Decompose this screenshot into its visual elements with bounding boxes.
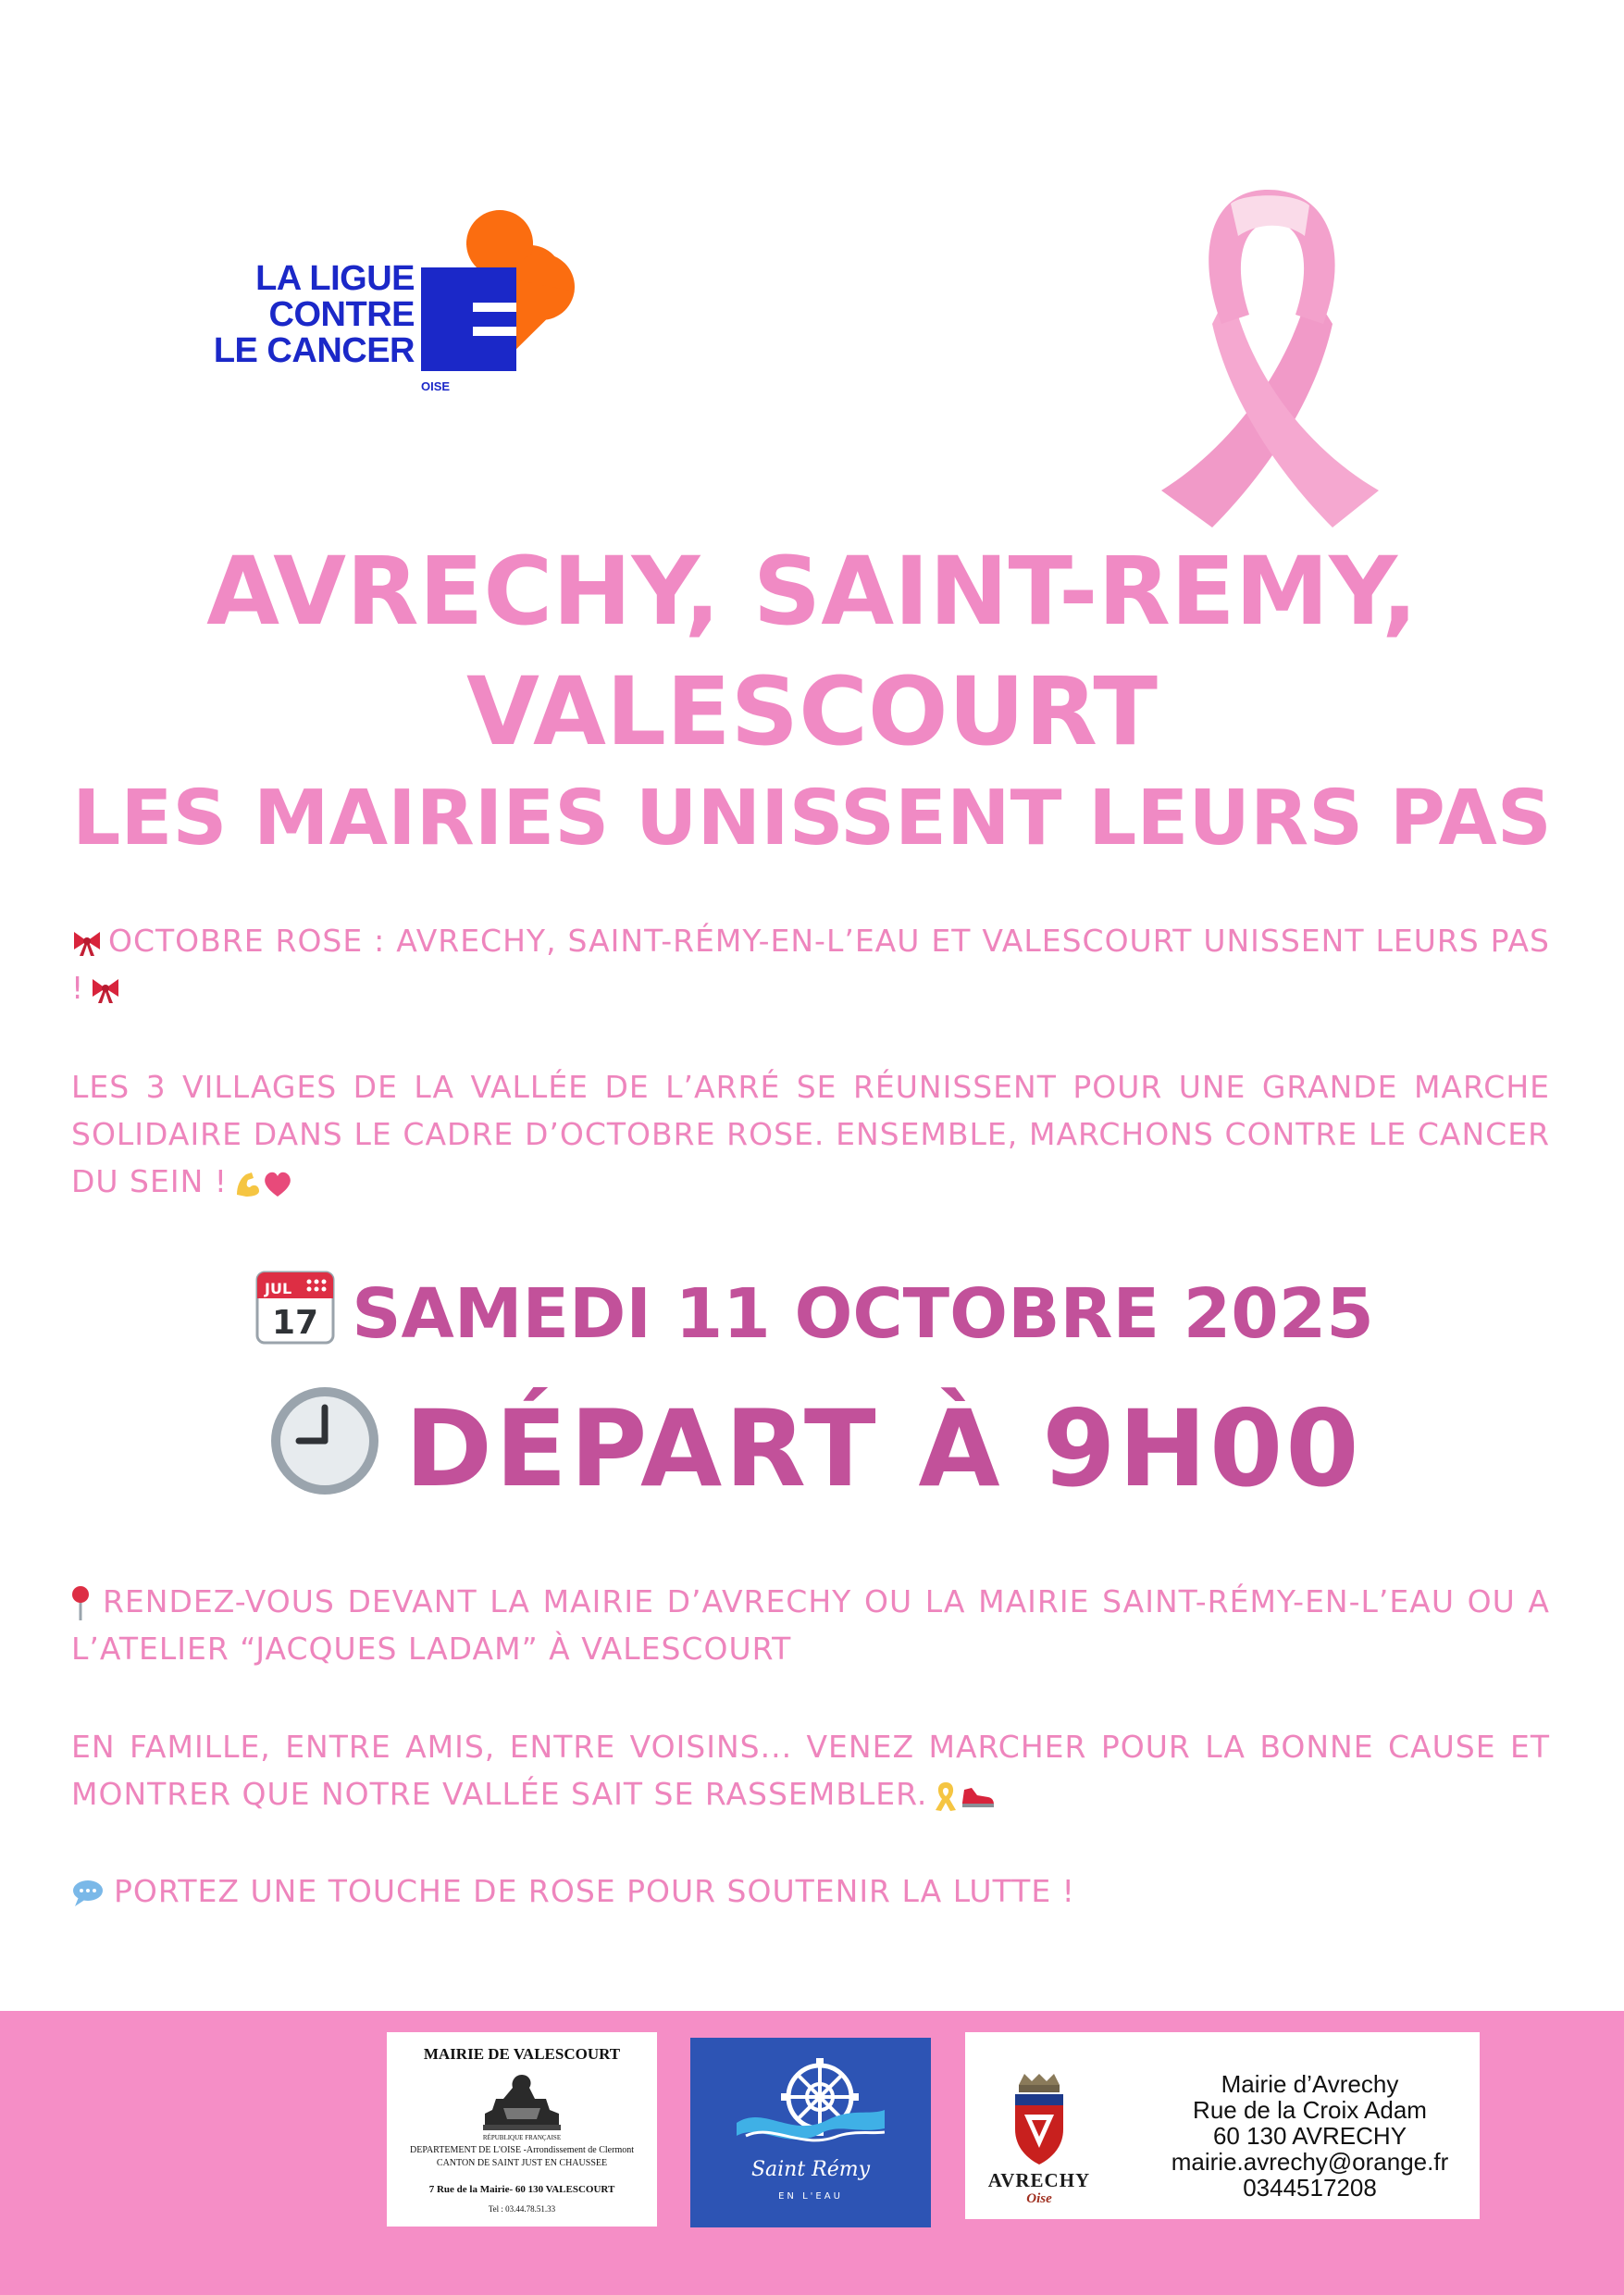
rdv-text: RENDEZ-VOUS DEVANT LA MAIRIE D’AVRECHY OU LA MAIRIE SAINT-RÉMY-EN-L’EAU OU A L’ATELIER “JACQUES LADAM” À VALESCOURT: [71, 1583, 1550, 1667]
avrechy-contact-info: [1146, 2071, 1474, 2201]
heart-icon: [263, 1170, 292, 1197]
saint-remy-sub: EN L'EAU: [778, 2191, 843, 2202]
paragraph-octobre-rose: [71, 917, 1550, 1011]
ligue-line-2: CONTRE: [268, 295, 415, 334]
flexed-biceps-icon: [233, 1169, 263, 1198]
ribbon-bow-icon: [71, 929, 103, 957]
calendar-day: 17: [272, 1304, 319, 1342]
avrechy-oise: Oise: [1026, 2191, 1052, 2206]
event-departure-text: DÉPART À 9H00: [404, 1387, 1362, 1510]
avrechy-info-line: Rue de la Croix Adam: [1193, 2096, 1427, 2124]
ligue-line-3: LE CANCER: [213, 331, 415, 370]
marianne-emblem-icon: [476, 2071, 568, 2132]
valescourt-title: MAIRIE DE VALESCOURT: [423, 2045, 621, 2063]
title-line-2: VALESCOURT: [465, 657, 1159, 767]
event-date-text: SAMEDI 11 OCTOBRE 2025: [352, 1274, 1374, 1354]
pink-ribbon-icon: [1157, 185, 1388, 527]
awareness-ribbon-icon: [933, 1780, 959, 1812]
avrechy-name: AVRECHY: [987, 2169, 1091, 2191]
paragraph-famille: [71, 1723, 1550, 1817]
paragraph-portez: [71, 1867, 1550, 1915]
calendar-month: JUL: [265, 1280, 292, 1297]
ligue-logo-text: [188, 261, 415, 369]
speech-balloon-icon: [71, 1879, 105, 1908]
avrechy-card: [965, 2032, 1480, 2219]
title-line-3: LES MAIRIES UNISSENT LEURS PAS: [72, 775, 1552, 862]
calendar-icon: [255, 1269, 335, 1345]
villages-text: LES 3 VILLAGES DE LA VALLÉE DE L’ARRÉ SE RÉUNISSENT POUR UNE GRANDE MARCHE SOLIDAIRE DANS LE CADRE D’OCTOBRE ROSE. ENSEMBLE, MARCHONS CONTRE LE CANCER DU SEIN !: [71, 1069, 1550, 1199]
paragraph-villages: [71, 1063, 1550, 1205]
paragraph-rendez-vous: [71, 1578, 1550, 1672]
famille-text: EN FAMILLE, ENTRE AMIS, ENTRE VOISINS... VENEZ MARCHER POUR LA BONNE CAUSE ET MONTRER QUE NOTRE VALLÉE SAIT SE RASSEMBLER.: [71, 1729, 1550, 1812]
valescourt-department: DEPARTEMENT DE L'OISE -Arrondissement de Clermont: [409, 2145, 634, 2155]
title-line-1: AVRECHY, SAINT-REMY,: [206, 537, 1418, 647]
avrechy-info-line: Mairie d’Avrechy: [1221, 2070, 1399, 2098]
pushpin-icon: [71, 1585, 90, 1622]
avrechy-phone: 0344517208: [1243, 2174, 1377, 2202]
ribbon-bow-icon: [90, 976, 121, 1004]
valescourt-phone: Tel : 03.44.78.51.33: [488, 2204, 556, 2214]
ligue-logo-mark: [421, 208, 588, 375]
avrechy-email[interactable]: mairie.avrechy@orange.fr: [1171, 2148, 1449, 2176]
avrechy-info-line: 60 130 AVRECHY: [1212, 2122, 1407, 2150]
octobre-text: OCTOBRE ROSE : AVRECHY, SAINT-RÉMY-EN-L’EAU ET VALESCOURT UNISSENT LEURS PAS !: [71, 923, 1550, 1006]
ligue-sub-oise: OISE: [421, 379, 451, 393]
avrechy-crest-icon: [1011, 2074, 1067, 2166]
portez-text: PORTEZ UNE TOUCHE DE ROSE POUR SOUTENIR LA LUTTE !: [114, 1873, 1075, 1909]
sneaker-icon: [961, 1784, 996, 1808]
valescourt-card: [387, 2032, 657, 2227]
clock-icon: [267, 1383, 382, 1498]
ligue-line-1: LA LIGUE: [255, 259, 415, 298]
valescourt-rf: RÉPUBLIQUE FRANÇAISE: [482, 2134, 562, 2141]
water-wheel-logo-icon: [737, 2058, 885, 2151]
saint-remy-name: Saint Rémy: [750, 2158, 871, 2181]
saint-remy-card: [690, 2038, 931, 2227]
valescourt-canton: CANTON DE SAINT JUST EN CHAUSSEE: [436, 2158, 608, 2168]
event-departure: [0, 1383, 1624, 1514]
event-date: [0, 1268, 1624, 1360]
valescourt-address: 7 Rue de la Mairie- 60 130 VALESCOURT: [428, 2184, 615, 2195]
